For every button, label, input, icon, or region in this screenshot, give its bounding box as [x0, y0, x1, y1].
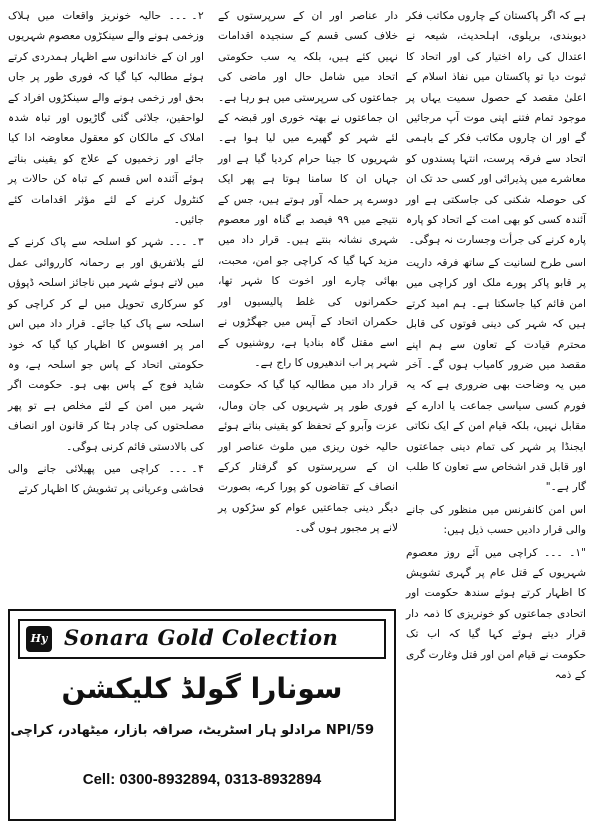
- advert-title-urdu: سونارا گولڈ کلیکشن: [61, 672, 343, 705]
- resolution-number: ۳۔: [191, 236, 204, 249]
- article-column-right: [406, 6, 586, 826]
- article-column-middle: [218, 6, 398, 622]
- resolution-text: ۔۔۔ حالیہ خونریز واقعات میں ہلاک وزخمی ہونے والے سینکڑوں معصوم شہریوں اور ان کے خاندانوں سے اظہار ہمدردی کرتے ہوئے مطالبہ کیا گیا کہ فوری طور پر جاں بحق اور زخمی ہونے والے سینکڑوں افراد کے لواحقین، جلائی گئی گاڑیوں اور تباہ شدہ املاک کے مالکان کو معقول معاوضہ ادا کیا جائے اور زخمیوں کے علاج کو یقینی بناتے ہوئے آئندہ اس قسم کے تباہ کن حالات پر کنٹرول کرنے کے لئے مؤثر اقدامات کئے جائیں۔: [8, 10, 204, 227]
- resolutions-intro: اس امن کانفرنس میں منظور کی جانے والی قرار دادیں حسب ذیل ہیں:: [406, 503, 586, 537]
- brand-logo-icon: Hy: [26, 626, 52, 652]
- article-column-left: [8, 6, 204, 622]
- article-paragraph: دار عناصر اور ان کے سرپرستوں کے خلاف کسی قسم کے سنجیدہ اقدامات نہیں کئے ہیں، بلکہ یہ سب حکومتی اتحاد میں شامل حال اور ماضی کی جماعتوں کی سرپرستی میں ہو رہا ہے۔ ان جماعتوں نے بھتہ خوری اور قبضہ کے لئے شہر کو گھیرے میں لیا ہوا ہے۔ شہریوں کا جینا حرام کردیا گیا ہے اور جہاں ان کا سامنا ہوتا ہے پھر ایک دوسرے پر حملہ آور ہوتے ہیں، جس کے نتیجے میں ۹۹ فیصد بے گناہ اور معصوم شہری نشانہ بنتے ہیں۔ قرار داد میں مزید کہا گیا کہ کراچی جو امن، محبت، بھائی چارے اور اخوت کا شہر تھا، حکمرانوں کی غلط پالیسیوں اور حکمران اتحاد کے آپس میں جھگڑوں نے اسے مقتل گاہ بنادیا ہے، روشنیوں کے شہر پر اب اندھیروں کا راج ہے۔: [218, 10, 399, 369]
- article-paragraph: ہے کہ اگر پاکستان کے چاروں مکاتب فکر دیوبندی، بریلوی، اہلحدیث، شیعہ نے اعتدال کی راہ اختیار کی اور اتحاد کا ثبوت دیا تو پاکستان میں نفاذ اسلام کے اعلیٰ مقصد کے حصول سمیت یہاں پر موجود تمام فتنے اپنی موت آپ مرجائیں گے اور ان چاروں مکاتب فکر کے باہمی اتحاد سے فرقہ پرست، انتہا پسندوں کو معاشرے میں پذیرائی اور کسی حد تک ان کی حوصلہ شکنی کی جاسکتی ہے اور آئندہ کسی کو بھی امت کے اتحاد کو پارہ پارہ کرنے کی جرأت وجسارت نہ ہوگی۔: [406, 10, 586, 247]
- advert-address: NPI/59 مرادلو ہار اسٹریٹ، صرافہ بازار، میٹھادر، کراچی: [10, 723, 374, 738]
- resolution-4: [8, 459, 204, 500]
- resolution-1: "۱۔ ۔۔۔ کراچی میں آئے روز معصوم شہریوں کے قتل عام پر گہری تشویش کا اظہار کرتے ہوئے سندھ حکومت اور اتحادی جماعتوں کو خونریزی کا ذمہ دار قرار دیتے ہوئے کہا گیا کہ اب تک حکومت نے قیام امن اور قتل وغارت گری کے ذمہ: [406, 546, 586, 681]
- article-paragraph: قرار داد میں مطالبہ کیا گیا کہ حکومت فوری طور پر شہریوں کی جان ومال، عزت وآبرو کے تحفظ کو یقینی بناتے ہوئے حالیہ خون ریزی میں ملوث عناصر اور ان کے سرپرستوں کو گرفتار کرکے انصاف کے تقاضوں کو پورا کرے، بصورت دیگر دینی جماعتیں عوام کو سڑکوں پر لانے پر مجبور ہوں گی۔: [218, 379, 398, 535]
- resolution-number: ۲۔: [191, 10, 204, 22]
- resolution-text: ۔۔۔ کراچی میں پھیلائی جانے والی فحاشی وعریانی پر تشویش کا اظہار کرتے: [8, 462, 204, 496]
- resolution-text: ۔۔۔ شہر کو اسلحہ سے پاک کرنے کے لئے بلاتفریق اور بے رحمانہ کارروائی عمل میں لاتے ہوئے شہر میں ناجائز اسلحہ ڈپوؤں کو سرکاری تحویل میں لے کر کراچی کو اسلحہ سے پاک کیا جائے۔ قرار داد میں اس امر پر افسوس کا اظہار کیا گیا کہ خود حکومتی اتحاد کے پاس جو اسلحہ ہے، وہ شاید فوج کے پاس بھی ہو۔ حکومت اگر شہر میں امن کے لئے مخلص ہے تو پھر مصلحتوں کی چادر ہٹا کر قانون اور انصاف کی بالادستی قائم کرنی ہوگی۔: [8, 236, 204, 453]
- resolution-number: ۴۔: [191, 462, 204, 475]
- resolution-3: [8, 232, 204, 456]
- advert-phone: Cell: 0300-8932894, 0313-8932894: [82, 771, 322, 788]
- article-paragraph: اسی طرح لسانیت کے ساتھ فرقہ داریت پر قابو پاکر پورے ملک اور کراچی میں امن قائم کیا جاسکتا ہے۔ ہم امید کرتے ہیں کہ شہر کی دینی قوتوں کی قابل محترم قیادت کے تعاون سے ہم اپنے مقصد میں ضرور کامیاب ہوں گے۔ آخر میں یہ وضاحت بھی ضروری ہے کہ یہ فورم کسی سیاسی جماعت یا ادارے کے مقابل نہیں، بلکہ قیام امن کے ایک نکاتی ایجنڈا پر شہر کی تمام دینی جماعتوں اور قابل قدر اشخاص سے تعاون کا طلب گار ہے۔": [406, 256, 586, 494]
- resolution-2: [8, 6, 204, 230]
- advert-title-english: Sonara Gold Colection: [64, 625, 339, 650]
- jeweller-advertisement: [8, 609, 396, 821]
- advert-header: [18, 619, 386, 659]
